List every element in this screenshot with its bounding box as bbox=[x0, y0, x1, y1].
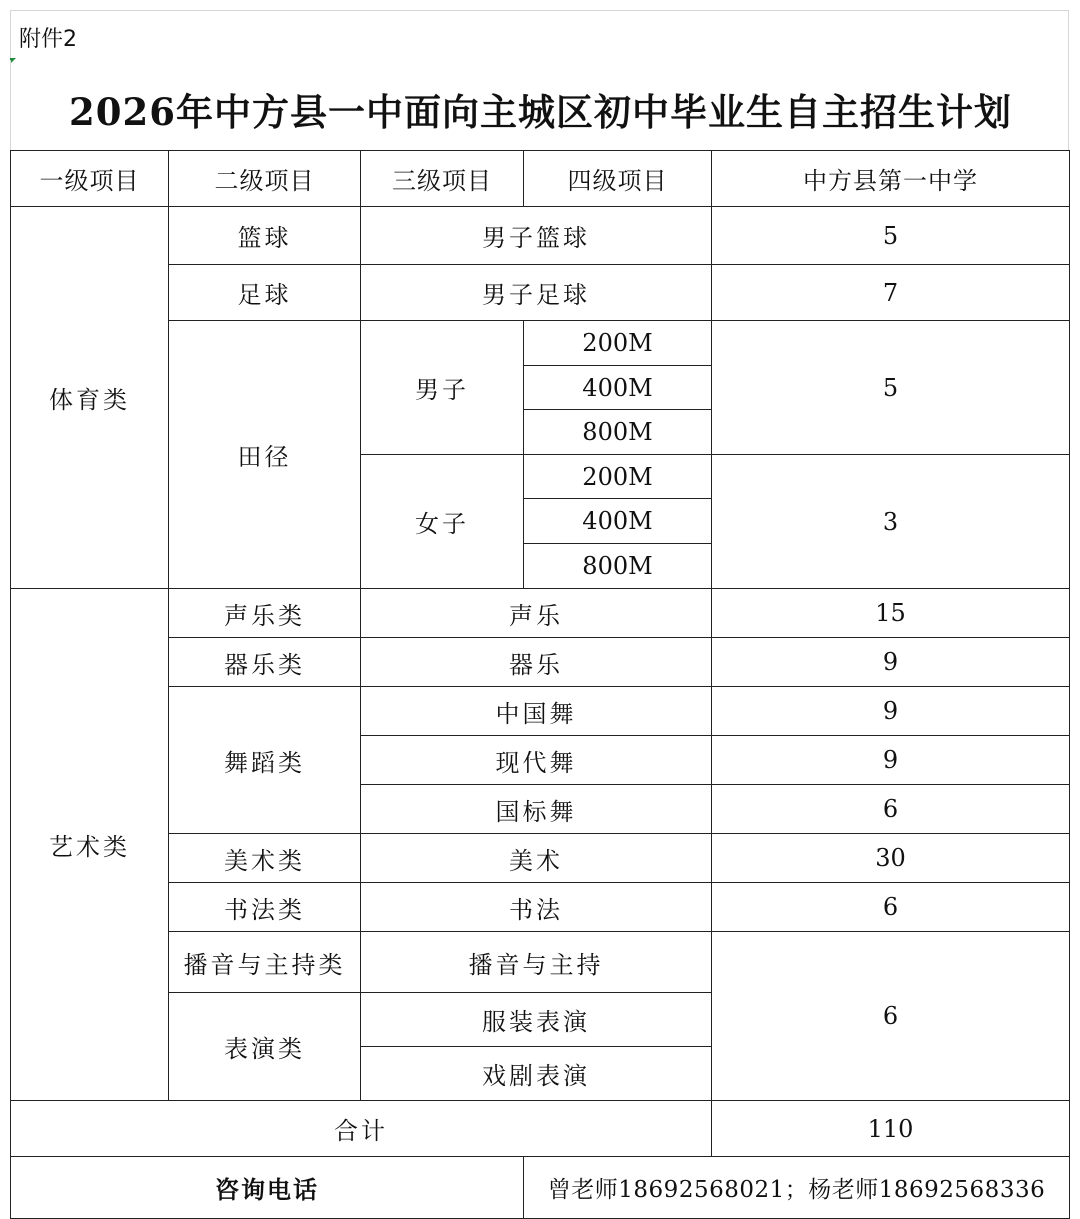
sub-dance: 舞蹈类 bbox=[169, 687, 361, 834]
sub-fine-art: 美术类 bbox=[169, 834, 361, 883]
contact-label: 咨询电话 bbox=[11, 1157, 524, 1219]
quota-dance: 6 bbox=[712, 785, 1070, 834]
item-dance: 中国舞 bbox=[361, 687, 712, 736]
item-instrumental: 器乐 bbox=[361, 638, 712, 687]
item-mens-football: 男子足球 bbox=[361, 265, 712, 321]
title-row bbox=[10, 60, 1069, 150]
sub-basketball: 篮球 bbox=[169, 207, 361, 265]
table-row bbox=[11, 932, 1070, 993]
header-level3: 三级项目 bbox=[361, 151, 524, 207]
attachment-label: 附件2 bbox=[19, 27, 77, 52]
category-sports: 体育类 bbox=[11, 207, 169, 589]
track-male-label: 男子 bbox=[361, 321, 524, 455]
item-fine-art: 美术 bbox=[361, 834, 712, 883]
track-male-event: 200M bbox=[524, 321, 712, 366]
sub-performance: 表演类 bbox=[169, 993, 361, 1101]
header-row bbox=[11, 151, 1070, 207]
track-female-event: 400M bbox=[524, 499, 712, 544]
document-sheet bbox=[10, 10, 1069, 1208]
item-broadcasting: 播音与主持 bbox=[361, 932, 712, 993]
sub-broadcasting: 播音与主持类 bbox=[169, 932, 361, 993]
item-performance: 戏剧表演 bbox=[361, 1047, 712, 1101]
item-dance: 国标舞 bbox=[361, 785, 712, 834]
track-female-event: 800M bbox=[524, 544, 712, 589]
table-row bbox=[11, 589, 1070, 638]
item-performance: 服装表演 bbox=[361, 993, 712, 1047]
quota-instrumental: 9 bbox=[712, 638, 1070, 687]
header-school: 中方县第一中学 bbox=[712, 151, 1070, 207]
header-level4: 四级项目 bbox=[524, 151, 712, 207]
page-title: 2026年中方县一中面向主城区初中毕业生自主招生计划 bbox=[69, 90, 1012, 134]
enrollment-plan-table bbox=[10, 150, 1070, 1219]
total-row bbox=[11, 1101, 1070, 1157]
quota-basketball: 5 bbox=[712, 207, 1070, 265]
quota-football: 7 bbox=[712, 265, 1070, 321]
track-male-event: 800M bbox=[524, 410, 712, 455]
table-row bbox=[11, 687, 1070, 736]
quota-track-female: 3 bbox=[712, 455, 1070, 589]
quota-fine-art: 30 bbox=[712, 834, 1070, 883]
sub-instrumental: 器乐类 bbox=[169, 638, 361, 687]
category-arts: 艺术类 bbox=[11, 589, 169, 1101]
table-row bbox=[11, 265, 1070, 321]
track-female-label: 女子 bbox=[361, 455, 524, 589]
quota-broadcast-performance: 6 bbox=[712, 932, 1070, 1101]
item-mens-basketball: 男子篮球 bbox=[361, 207, 712, 265]
sub-track: 田径 bbox=[169, 321, 361, 589]
contact-phones: 曾老师18692568021；杨老师18692568336 bbox=[524, 1157, 1070, 1219]
table-row bbox=[11, 207, 1070, 265]
table-row bbox=[11, 834, 1070, 883]
attachment-row bbox=[10, 10, 1069, 60]
table-row bbox=[11, 883, 1070, 932]
item-vocal: 声乐 bbox=[361, 589, 712, 638]
total-value: 110 bbox=[712, 1101, 1070, 1157]
sub-calligraphy: 书法类 bbox=[169, 883, 361, 932]
header-level2: 二级项目 bbox=[169, 151, 361, 207]
quota-vocal: 15 bbox=[712, 589, 1070, 638]
quota-track-male: 5 bbox=[712, 321, 1070, 455]
track-male-event: 400M bbox=[524, 366, 712, 410]
sub-football: 足球 bbox=[169, 265, 361, 321]
item-dance: 现代舞 bbox=[361, 736, 712, 785]
sub-vocal: 声乐类 bbox=[169, 589, 361, 638]
track-female-event: 200M bbox=[524, 455, 712, 499]
item-calligraphy: 书法 bbox=[361, 883, 712, 932]
table-row bbox=[11, 638, 1070, 687]
quota-dance: 9 bbox=[712, 687, 1070, 736]
total-label: 合计 bbox=[11, 1101, 712, 1157]
quota-dance: 9 bbox=[712, 736, 1070, 785]
header-level1: 一级项目 bbox=[11, 151, 169, 207]
table-row bbox=[11, 321, 1070, 366]
quota-calligraphy: 6 bbox=[712, 883, 1070, 932]
contact-row bbox=[11, 1157, 1070, 1219]
